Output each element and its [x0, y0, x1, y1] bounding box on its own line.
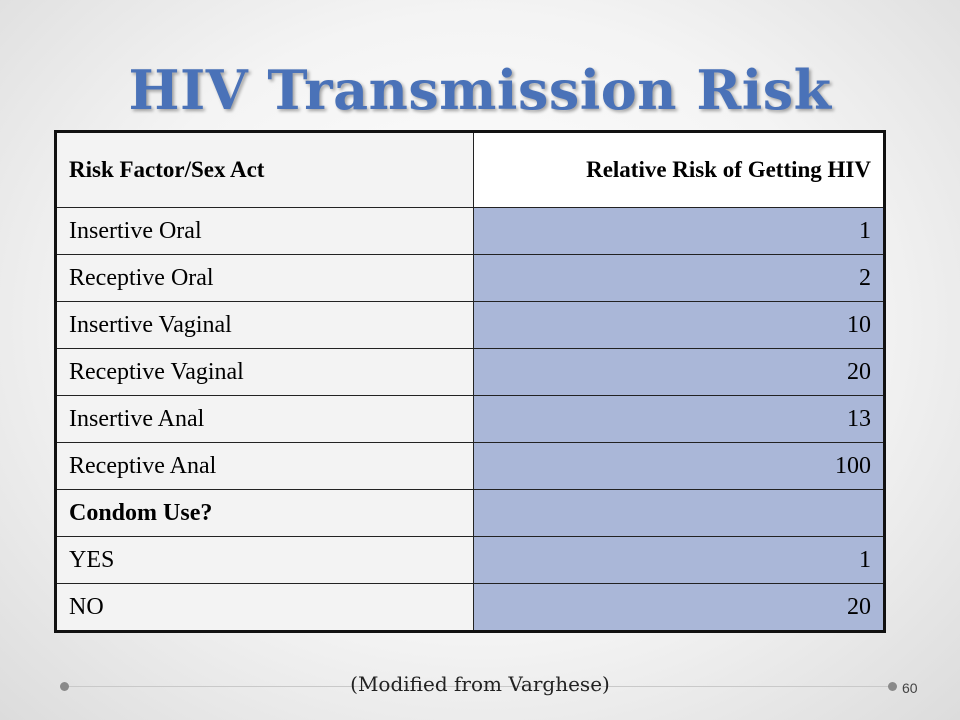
- row-factor: Receptive Vaginal: [56, 349, 474, 396]
- row-factor: Condom Use?: [56, 490, 474, 537]
- page-number: 60: [902, 680, 918, 696]
- table-header-row: [56, 132, 885, 208]
- risk-table: [54, 130, 886, 633]
- row-factor: Insertive Anal: [56, 396, 474, 443]
- table-row: [56, 208, 885, 255]
- row-risk: 1: [474, 208, 885, 255]
- row-risk: [474, 490, 885, 537]
- row-risk: 2: [474, 255, 885, 302]
- row-risk: 13: [474, 396, 885, 443]
- table-row: [56, 443, 885, 490]
- row-factor: Receptive Anal: [56, 443, 474, 490]
- row-factor: Insertive Oral: [56, 208, 474, 255]
- row-factor: YES: [56, 537, 474, 584]
- row-risk: 10: [474, 302, 885, 349]
- row-risk: 20: [474, 349, 885, 396]
- source-citation: [0, 672, 960, 696]
- row-factor: Insertive Vaginal: [56, 302, 474, 349]
- row-factor: Receptive Oral: [56, 255, 474, 302]
- table-row: [56, 584, 885, 632]
- row-risk: 1: [474, 537, 885, 584]
- table-row: [56, 349, 885, 396]
- table-row: [56, 255, 885, 302]
- source-text: (Modified from Varghese): [350, 672, 610, 696]
- table-row: [56, 302, 885, 349]
- row-factor: NO: [56, 584, 474, 632]
- slide-title: HIV Transmission Risk: [128, 58, 832, 122]
- row-risk: 100: [474, 443, 885, 490]
- table-row-condom-section: [56, 490, 885, 537]
- row-risk: 20: [474, 584, 885, 632]
- table-row: [56, 396, 885, 443]
- header-risk-factor: Risk Factor/Sex Act: [56, 132, 474, 208]
- header-relative-risk: Relative Risk of Getting HIV: [474, 132, 885, 208]
- table-row: [56, 537, 885, 584]
